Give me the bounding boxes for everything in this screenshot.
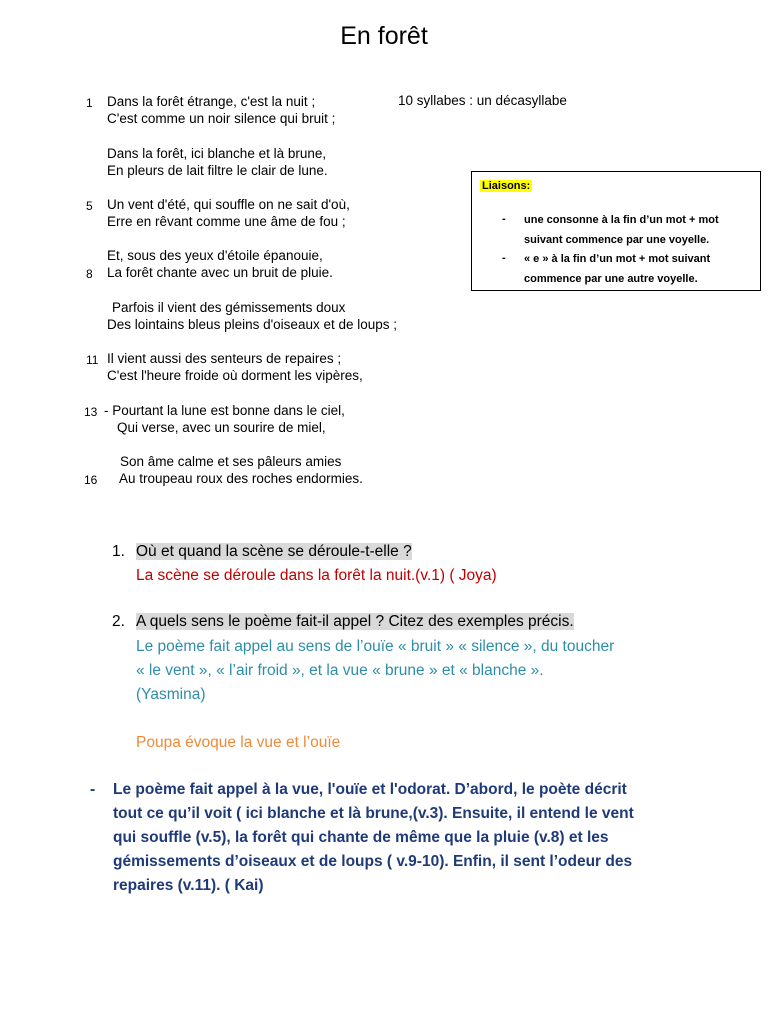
poem-line: Parfois il vient des gémissements doux: [112, 300, 346, 315]
question-1-text: Où et quand la scène se déroule-t-elle ?: [136, 543, 412, 560]
page-title: En forêt: [340, 22, 428, 50]
question-number: 2.: [112, 613, 125, 630]
question-2-text-a: A quels sens le poème fait-il appel: [136, 613, 372, 630]
answer-poupa: Poupa évoque la vue et l’ouïe: [136, 734, 341, 751]
poem-line: Des lointains bleus pleins d'oiseaux et de loups ;: [107, 317, 398, 332]
liaisons-box: [471, 171, 761, 291]
answer-yasmina-line: « le vent », « l’air froid », et la vue « brune » et « blanche ».: [136, 662, 544, 679]
answer-kai-line: gémissements d’oiseaux et de loups ( v.9-10). Enfin, il sent l’odeur des: [113, 853, 633, 870]
line-number: 16: [84, 473, 98, 487]
line-number: 13: [84, 405, 98, 419]
question-2-text-b: ? Citez des exemples précis.: [371, 613, 574, 630]
answer-joya: La scène se déroule dans la forêt la nuit.(v.1) ( Joya): [136, 567, 497, 584]
poem-line: Dans la forêt étrange, c'est la nuit ;: [107, 94, 316, 109]
poem-line: Au troupeau roux des roches endormies.: [119, 471, 363, 486]
question-2: [136, 613, 574, 631]
bullet-dash: -: [502, 213, 506, 225]
answer-yasmina-line: (Yasmina): [136, 686, 206, 703]
poem-line: Et, sous des yeux d'étoile épanouie,: [107, 248, 323, 263]
answer-yasmina-line: Le poème fait appel au sens de l’ouïe « bruit » « silence », du toucher: [136, 638, 615, 655]
line-number: 5: [86, 199, 93, 213]
answer-kai-line: tout ce qu’il voit ( ici blanche et là brune,(v.3). Ensuite, il entend le vent: [113, 805, 634, 822]
question-number: 1.: [112, 543, 125, 560]
bullet-dash: -: [90, 781, 96, 798]
poem-line: Qui verse, avec un sourire de miel,: [117, 420, 326, 435]
poem-line: En pleurs de lait filtre le clair de lune.: [107, 163, 328, 178]
poem-line: Il vient aussi des senteurs de repaires ;: [107, 351, 342, 366]
bullet-dash: -: [502, 252, 506, 264]
poem-line: C'est comme un noir silence qui bruit ;: [107, 111, 336, 126]
poem-line: Son âme calme et ses pâleurs amies: [120, 454, 342, 469]
syllable-note: 10 syllabes : un décasyllabe: [398, 93, 567, 108]
answer-kai-line: qui souffle (v.5), la forêt qui chante de même que la pluie (v.8) et les: [113, 829, 609, 846]
liaisons-title: Liaisons:: [482, 180, 531, 192]
poem-line: C'est l'heure froide où dorment les vipères,: [107, 368, 363, 383]
poem-line: Dans la forêt, ici blanche et là brune,: [107, 146, 327, 161]
poem-line: La forêt chante avec un bruit de pluie.: [107, 265, 333, 280]
answer-kai-line: Le poème fait appel à la vue, l'ouïe et l'odorat. D’abord, le poète décrit: [113, 781, 627, 798]
liaisons-item: « e » à la fin d’un mot + mot suivant commence par une autre voyelle.: [524, 253, 711, 285]
poem-line: - Pourtant la lune est bonne dans le ciel,: [104, 403, 345, 418]
poem-line: Un vent d'été, qui souffle on ne sait d'où,: [107, 197, 350, 212]
liaisons-item: une consonne à la fin d’un mot + mot suivant commence par une voyelle.: [524, 214, 719, 246]
line-number: 8: [86, 267, 93, 281]
line-number: 11: [86, 353, 99, 367]
poem-line: Erre en rêvant comme une âme de fou ;: [107, 214, 346, 229]
answer-kai-line: repaires (v.11). ( Kai): [113, 877, 264, 894]
question-1: [136, 543, 412, 561]
line-number: 1: [86, 96, 93, 110]
